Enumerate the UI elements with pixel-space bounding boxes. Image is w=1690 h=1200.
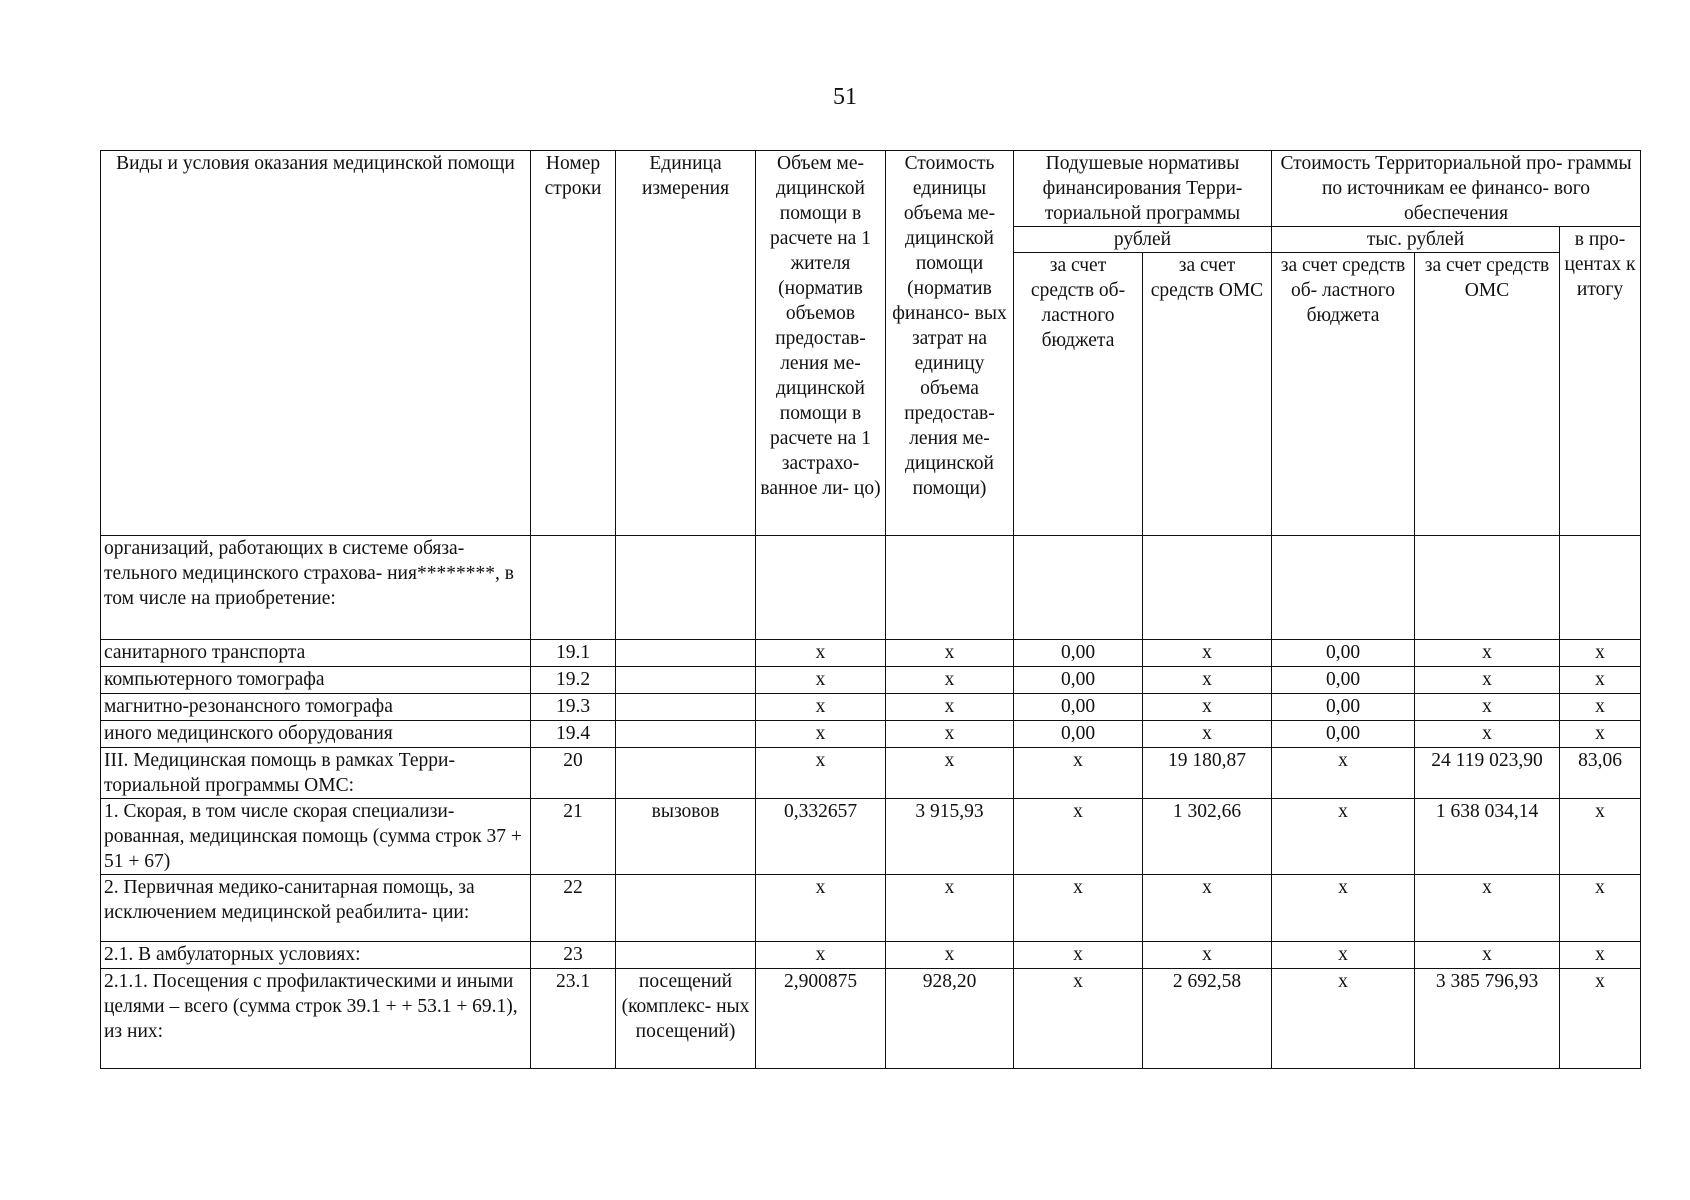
row-percent: х — [1560, 721, 1641, 748]
row-percent: х — [1560, 694, 1641, 721]
row-cost-oms: х — [1415, 875, 1560, 942]
row-unit-cost: 928,20 — [886, 969, 1014, 1069]
row-per-capita-budget: х — [1014, 942, 1143, 969]
row-cost-budget: х — [1272, 942, 1415, 969]
row-unit — [616, 942, 756, 969]
row-unit-cost: х — [886, 875, 1014, 942]
row-number: 21 — [531, 799, 616, 875]
row-name: организаций, работающих в системе обяза- тельного медицинского страхова- ния********, в том числе на приобретение: — [101, 536, 531, 640]
row-per-capita-budget: 0,00 — [1014, 694, 1143, 721]
row-percent: х — [1560, 667, 1641, 694]
row-cost-budget: 0,00 — [1272, 667, 1415, 694]
row-number: 19.1 — [531, 640, 616, 667]
row-number: 19.4 — [531, 721, 616, 748]
row-cost-oms: х — [1415, 721, 1560, 748]
row-unit — [616, 536, 756, 640]
row-per-capita-budget: х — [1014, 875, 1143, 942]
row-per-capita-budget: х — [1014, 748, 1143, 799]
row-name: 2.1. В амбулаторных условиях: — [101, 942, 531, 969]
header-program-cost: Стоимость Территориальной про- граммы по источникам ее финансо- вого обеспечения — [1272, 151, 1641, 227]
row-unit-cost: х — [886, 640, 1014, 667]
row-cost-oms: 24 119 023,90 — [1415, 748, 1560, 799]
row-unit-cost: х — [886, 748, 1014, 799]
row-name: иного медицинского оборудования — [101, 721, 531, 748]
row-volume: 2,900875 — [756, 969, 886, 1069]
header-cost-unit: Стоимость единицы объема ме- дицинской помощи (норматив финансо- вых затрат на единицу объема предостав- ления ме- дицинской помощи) — [886, 151, 1014, 536]
row-unit-cost: 3 915,93 — [886, 799, 1014, 875]
row-name: 2.1.1. Посещения с профилактическими и иными целями – всего (сумма строк 39.1 + + 53.1 + 69.1), из них: — [101, 969, 531, 1069]
row-number: 20 — [531, 748, 616, 799]
row-unit-cost: х — [886, 694, 1014, 721]
row-cost-oms: х — [1415, 667, 1560, 694]
table-row — [101, 969, 1641, 1069]
financing-table — [100, 150, 1641, 1069]
table-body — [101, 536, 1641, 1069]
row-number: 19.3 — [531, 694, 616, 721]
row-cost-budget: 0,00 — [1272, 694, 1415, 721]
row-unit-cost: х — [886, 721, 1014, 748]
row-percent: х — [1560, 799, 1641, 875]
row-number: 23.1 — [531, 969, 616, 1069]
row-per-capita-budget: 0,00 — [1014, 721, 1143, 748]
row-volume: х — [756, 640, 886, 667]
row-percent: х — [1560, 640, 1641, 667]
row-unit-cost — [886, 536, 1014, 640]
row-volume: х — [756, 694, 886, 721]
row-unit — [616, 667, 756, 694]
row-per-capita-oms: х — [1143, 667, 1272, 694]
row-per-capita-oms: 1 302,66 — [1143, 799, 1272, 875]
row-cost-budget — [1272, 536, 1415, 640]
row-unit — [616, 640, 756, 667]
table-row — [101, 536, 1641, 640]
row-unit: вызовов — [616, 799, 756, 875]
row-unit-cost: х — [886, 942, 1014, 969]
header-oms-rubles: за счет средств ОМС — [1143, 253, 1272, 536]
row-per-capita-oms: 2 692,58 — [1143, 969, 1272, 1069]
row-name: 1. Скорая, в том числе скорая специализи- рованная, медицинская помощь (сумма строк 37 + 51 + 67) — [101, 799, 531, 875]
row-name: магнитно-резонансного томографа — [101, 694, 531, 721]
row-name: 2. Первичная медико-санитарная помощь, за исключением медицинской реабилита- ции: — [101, 875, 531, 942]
row-unit — [616, 875, 756, 942]
table-row — [101, 799, 1641, 875]
row-volume: 0,332657 — [756, 799, 886, 875]
row-per-capita-budget: 0,00 — [1014, 640, 1143, 667]
row-cost-oms: х — [1415, 942, 1560, 969]
row-unit — [616, 721, 756, 748]
header-unit-thousand-rubles: тыс. рублей — [1272, 227, 1560, 253]
row-per-capita-oms: х — [1143, 694, 1272, 721]
header-regional-budget-rubles: за счет средств об- ластного бюджета — [1014, 253, 1143, 536]
header-row-number: Номер строки — [531, 151, 616, 536]
row-cost-oms: х — [1415, 640, 1560, 667]
row-number — [531, 536, 616, 640]
table-row — [101, 667, 1641, 694]
row-cost-budget: х — [1272, 748, 1415, 799]
row-number: 22 — [531, 875, 616, 942]
row-name: санитарного транспорта — [101, 640, 531, 667]
header-row-1 — [101, 151, 1641, 227]
header-volume: Объем ме- дицинской помощи в расчете на 1 жителя (норматив объемов предостав- ления ме- дицинской помощи в расчете на 1 застрахо- ванное ли- цо) — [756, 151, 886, 536]
row-percent: 83,06 — [1560, 748, 1641, 799]
row-per-capita-oms: х — [1143, 875, 1272, 942]
row-percent — [1560, 536, 1641, 640]
row-volume: х — [756, 875, 886, 942]
header-percent: в про- центах к итогу — [1560, 227, 1641, 536]
row-cost-oms: 3 385 796,93 — [1415, 969, 1560, 1069]
row-cost-budget: 0,00 — [1272, 640, 1415, 667]
row-unit — [616, 748, 756, 799]
row-unit — [616, 694, 756, 721]
header-unit: Единица измерения — [616, 151, 756, 536]
row-per-capita-budget — [1014, 536, 1143, 640]
header-per-capita: Подушевые нормативы финансирования Терри- ториальной программы — [1014, 151, 1272, 227]
row-per-capita-oms — [1143, 536, 1272, 640]
table-row — [101, 875, 1641, 942]
row-cost-oms: х — [1415, 694, 1560, 721]
row-name: компьютерного томографа — [101, 667, 531, 694]
row-volume: х — [756, 748, 886, 799]
row-percent: х — [1560, 969, 1641, 1069]
row-per-capita-oms: х — [1143, 942, 1272, 969]
page-number: 51 — [833, 84, 857, 110]
header-unit-rubles: рублей — [1014, 227, 1272, 253]
row-per-capita-oms: х — [1143, 640, 1272, 667]
header-types: Виды и условия оказания медицинской помощи — [101, 151, 531, 536]
row-name: III. Медицинская помощь в рамках Терри- ториальной программы ОМС: — [101, 748, 531, 799]
row-cost-budget: х — [1272, 799, 1415, 875]
header-regional-budget-thousand: за счет средств об- ластного бюджета — [1272, 253, 1415, 536]
table-row — [101, 748, 1641, 799]
row-volume: х — [756, 942, 886, 969]
row-percent: х — [1560, 942, 1641, 969]
row-per-capita-oms: 19 180,87 — [1143, 748, 1272, 799]
row-cost-oms — [1415, 536, 1560, 640]
row-per-capita-budget: 0,00 — [1014, 667, 1143, 694]
row-percent: х — [1560, 875, 1641, 942]
row-cost-budget: 0,00 — [1272, 721, 1415, 748]
row-cost-budget: х — [1272, 969, 1415, 1069]
row-volume — [756, 536, 886, 640]
header-oms-thousand: за счет средств ОМС — [1415, 253, 1560, 536]
row-volume: х — [756, 667, 886, 694]
row-unit-cost: х — [886, 667, 1014, 694]
table-row — [101, 694, 1641, 721]
row-cost-oms: 1 638 034,14 — [1415, 799, 1560, 875]
table-row — [101, 721, 1641, 748]
row-per-capita-budget: х — [1014, 799, 1143, 875]
row-cost-budget: х — [1272, 875, 1415, 942]
table-row — [101, 942, 1641, 969]
row-per-capita-budget: х — [1014, 969, 1143, 1069]
row-number: 23 — [531, 942, 616, 969]
row-per-capita-oms: х — [1143, 721, 1272, 748]
row-number: 19.2 — [531, 667, 616, 694]
row-volume: х — [756, 721, 886, 748]
row-unit: посещений (комплекс- ных посещений) — [616, 969, 756, 1069]
table-row — [101, 640, 1641, 667]
